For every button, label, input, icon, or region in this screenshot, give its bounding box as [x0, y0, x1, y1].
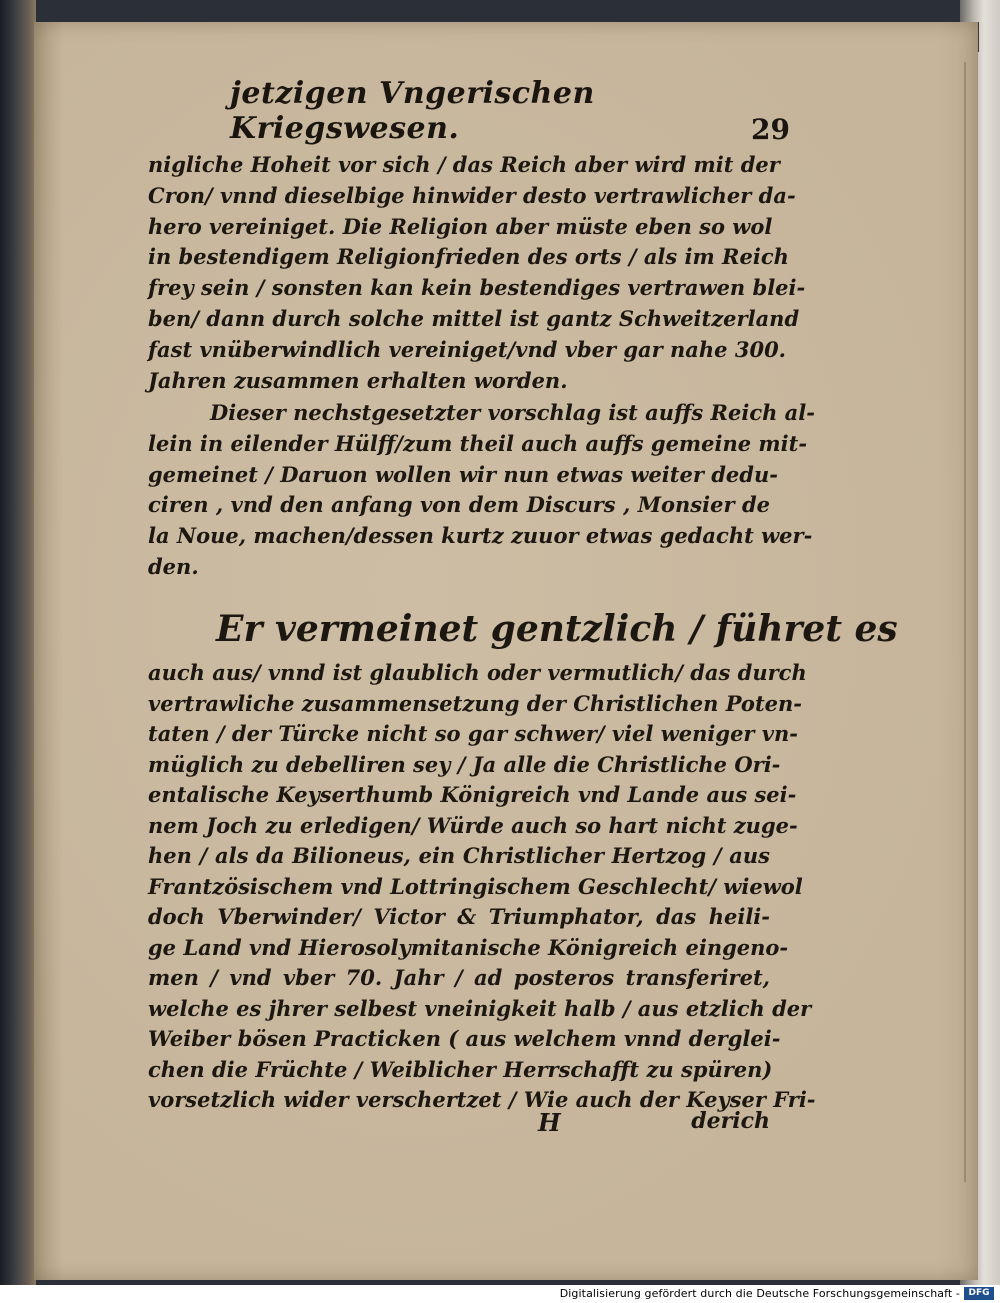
text-line: taten / der Türcke nicht so gar schwer/ viel weniger vn- — [148, 721, 798, 746]
text-line: fast vnüberwindlich vereiniget/vnd vber gar nahe 300. — [148, 336, 786, 362]
text-line: nigliche Hoheit vor sich / das Reich aber wird mit der — [148, 152, 780, 177]
page-fold — [964, 62, 966, 1182]
page-number: 29 — [751, 113, 790, 146]
text-line: men / vnd vber 70. Jahr / ad posteros transferiret, — [148, 965, 770, 990]
text-line: doch Vberwinder/ Victor & Triumphator, das heili- — [148, 904, 770, 929]
paragraph-3 — [148, 600, 898, 1116]
text-line: chen die Früchte / Weiblicher Herrschafft zu spüren) — [148, 1056, 773, 1082]
text-line: auch aus/ vnnd ist glaublich oder vermutlich/ das durch — [148, 660, 807, 685]
dfg-logo: DFG — [964, 1287, 994, 1300]
text-line: Jahren zusammen erhalten worden. — [148, 367, 568, 393]
text-line: in bestendigem Religionfrieden des orts / als im Reich — [148, 244, 789, 270]
text-line: ben/ dann durch solche mittel ist gantz Schweitzerland — [148, 305, 800, 331]
text-line: gemeinet / Daruon wollen wir nun etwas weiter dedu- — [148, 461, 778, 487]
book-left-edge — [0, 0, 36, 1285]
text-line: hero vereiniget. Die Religion aber müste eben so wol — [148, 213, 773, 239]
text-line: Frantzösischem vnd Lottringischem Geschlecht/ wiewol — [148, 873, 803, 899]
paragraph-1 — [148, 150, 806, 396]
text-line: vorsetzlich wider verschertzet / Wie auch der Keyser Fri- — [148, 1087, 816, 1112]
text-line: vertrawliche zusammensetzung der Christlichen Poten- — [148, 690, 802, 716]
text-line: entalische Keyserthumb Königreich vnd Lande aus sei- — [148, 782, 797, 807]
running-title: jetzigen Vngerischen Kriegswesen. — [230, 76, 595, 146]
text-line: la Noue, machen/dessen kurtz zuuor etwas gedacht wer- — [148, 523, 813, 549]
signature-mark: H — [538, 1108, 561, 1137]
page-footer-marks — [148, 1108, 770, 1142]
text-line: müglich zu debelliren sey / Ja alle die Christliche Ori- — [148, 751, 781, 777]
text-line: den. — [148, 553, 199, 579]
text-line: lein in eilender Hülff/zum theil auch auffs gemeine mit- — [148, 430, 808, 456]
paragraph-2 — [148, 398, 815, 583]
text-line: Cron/ vnnd dieselbige hinwider desto vertrawlicher da- — [148, 182, 796, 208]
text-line: Weiber bösen Practicken ( aus welchem vnnd derglei- — [148, 1026, 781, 1051]
text-line: frey sein / sonsten kan kein bestendiges vertrawen blei- — [148, 275, 806, 301]
catchword: derich — [691, 1108, 770, 1134]
digitization-credit: Digitalisierung gefördert durch die Deutsche Forschungsgemeinschaft - — [559, 1287, 960, 1300]
text-line: ge Land vnd Hierosolymitanische Königreich eingeno- — [148, 934, 789, 960]
text-line: ciren , vnd den anfang von dem Discurs , Monsier de — [148, 492, 770, 518]
text-line: Dieser nechstgesetzter vorschlag ist auffs Reich al- — [210, 400, 815, 425]
text-line: welche es jhrer selbest vneinigkeit halb / aus etzlich der — [148, 995, 812, 1021]
text-line: hen / als da Bilioneus, ein Christlicher Hertzog / aus — [148, 843, 770, 868]
section-opening-line: Er vermeinet gentzlich / führet es — [216, 608, 898, 650]
text-line: nem Joch zu erledigen/ Würde auch so hart nicht zuge- — [148, 812, 798, 838]
page-header — [230, 76, 790, 146]
